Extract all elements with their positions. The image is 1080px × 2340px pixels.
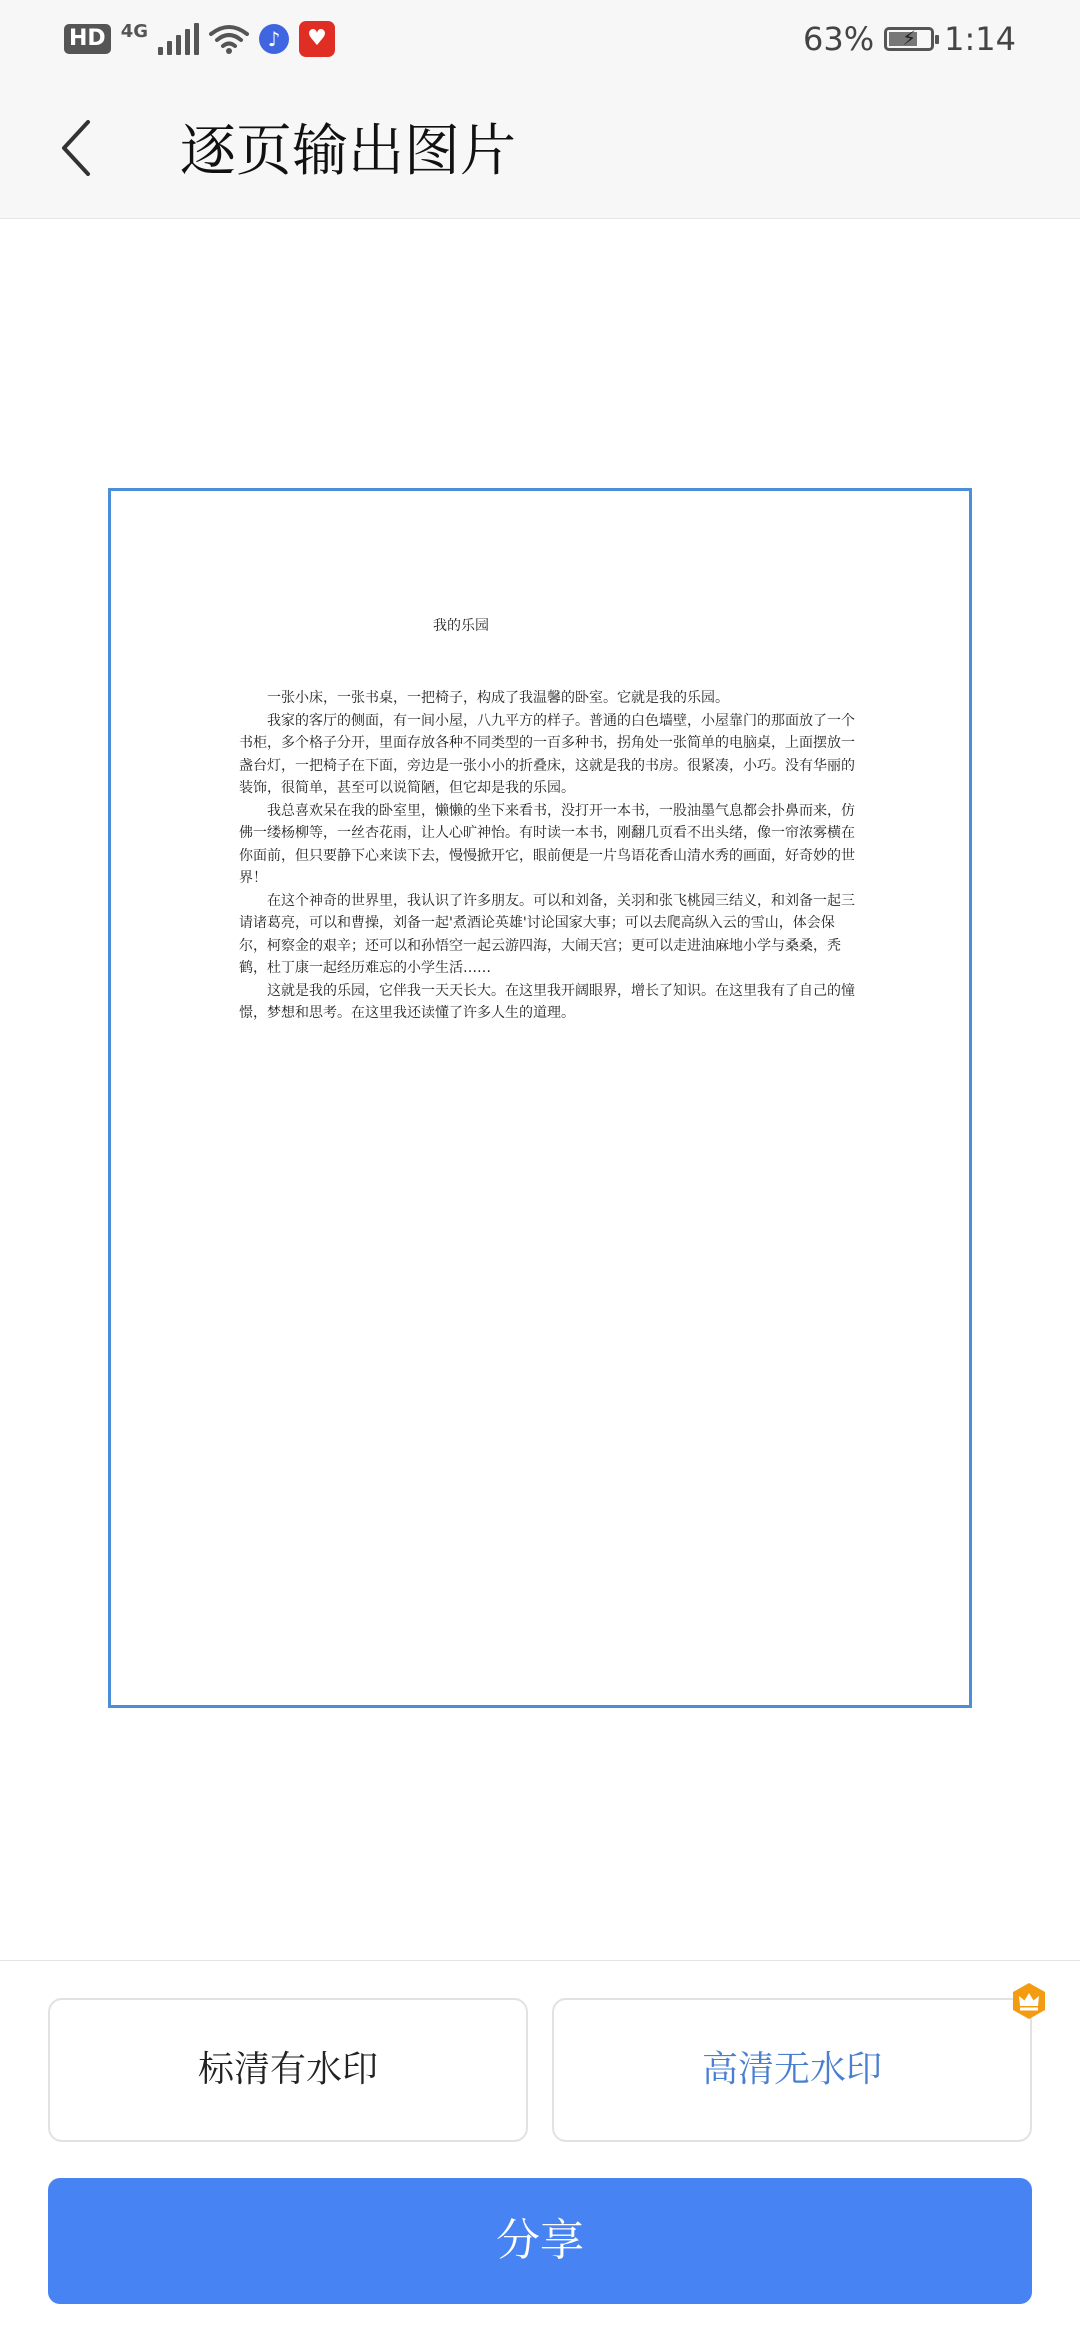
back-button[interactable]	[44, 112, 116, 184]
status-bar	[0, 0, 1080, 78]
status-bar-right	[803, 18, 1016, 60]
battery-icon	[884, 27, 934, 51]
share-button[interactable]: 分享	[48, 2178, 1032, 2304]
document-body	[239, 687, 859, 1025]
charging-bolt-icon: ⚡	[902, 26, 917, 50]
bottom-divider	[0, 1960, 1080, 1961]
wifi-icon	[209, 23, 249, 55]
pinduoduo-app-icon: ♥	[299, 21, 335, 57]
document-paragraph: 我总喜欢呆在我的卧室里，懒懒的坐下来看书，没打开一本书，一股油墨气息都会扑鼻而来，仿佛一缕杨柳等，一丝杏花雨，让人心旷神怡。有时读一本书，刚翻几页看不出头绪，像一帘浓雾横在你面前，但只要静下心来读下去，慢慢掀开它，眼前便是一片鸟语花香山清水秀的画面，好奇妙的世界！	[239, 802, 855, 886]
signal-icon	[158, 23, 199, 55]
chevron-left-icon	[44, 112, 116, 184]
clock: 1:14	[944, 20, 1016, 58]
document-paragraph: 我家的客厅的侧面，有一间小屋，八九平方的样子。普通的白色墙壁，小屋靠门的那面放了一个书柜，多个格子分开，里面存放各种不同类型的一百多种书，拐角处一张简单的电脑桌，上面摆放一盏台灯，一把椅子在下面，旁边是一张小小的折叠床，这就是我的书房。很紧凑，小巧。没有华丽的装饰，很简单，甚至可以说简陋，但它却是我的乐园。	[239, 712, 855, 796]
standard-watermark-option[interactable]: 标清有水印	[48, 1998, 528, 2142]
page-title: 逐页输出图片	[180, 119, 516, 184]
network-type-label: 4G	[120, 21, 148, 42]
app-bar	[0, 78, 1080, 219]
crown-icon	[1010, 1982, 1048, 2020]
music-app-icon: ♪	[259, 24, 289, 54]
document-paragraph: 一张小床，一张书桌，一把椅子，构成了我温馨的卧室。它就是我的乐园。	[267, 690, 729, 706]
hd-no-watermark-option[interactable]: 高清无水印	[552, 1998, 1032, 2142]
hd-icon: HD	[64, 24, 111, 54]
document-paragraph: 这就是我的乐园，它伴我一天天长大。在这里我开阔眼界，增长了知识。在这里我有了自己的憧憬，梦想和思考。在这里我还读懂了许多人生的道理。	[239, 982, 855, 1021]
status-bar-left	[64, 18, 335, 60]
document-title: 我的乐园	[433, 618, 489, 634]
document-paragraph: 在这个神奇的世界里，我认识了许多朋友。可以和刘备，关羽和张飞桃园三结义，和刘备一起三请诸葛亮，可以和曹操，刘备一起'煮酒论英雄'讨论国家大事；可以去爬高纵入云的雪山，体会保尔，柯察金的艰辛；还可以和孙悟空一起云游四海，大闹天宫；更可以走进油麻地小学与桑桑，秃鹤，杜丁康一起经历难忘的小学生活……	[239, 892, 855, 976]
page-preview	[108, 488, 972, 1708]
battery-percent: 63%	[803, 20, 875, 58]
